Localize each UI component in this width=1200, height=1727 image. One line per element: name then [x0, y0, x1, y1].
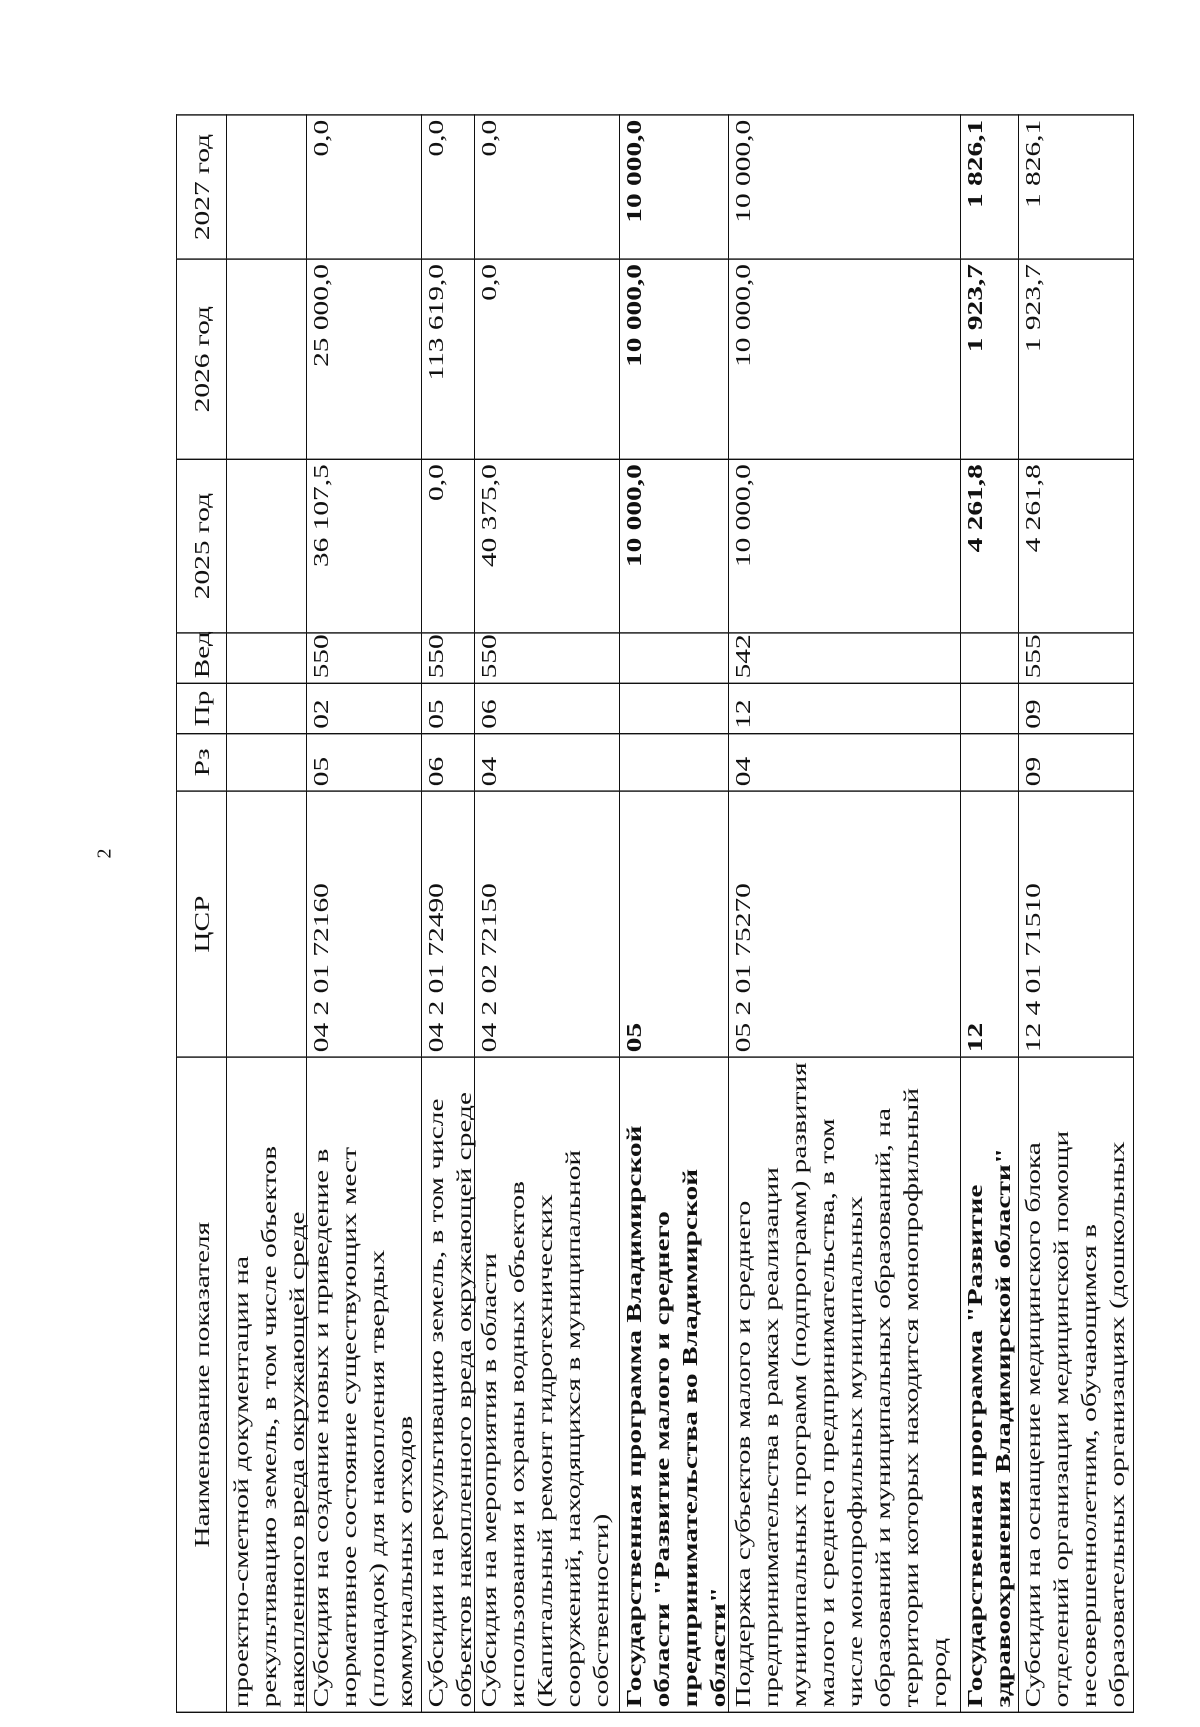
cell-rz [620, 734, 729, 791]
cell-y2025 [1019, 459, 1134, 633]
cell-csr [729, 791, 961, 1057]
cell-y2027 [1019, 115, 1134, 259]
cell-csr [620, 791, 729, 1057]
cell-text: 36 107,5 [309, 464, 333, 568]
cell-text: 550 [424, 634, 448, 679]
cell-text: 10 000,0 [731, 119, 755, 223]
cell-text: Субсидии на рекультивацию земель, в том числе объектов накопленного вреда окружающей среде [424, 1091, 476, 1708]
table-row [961, 115, 1019, 1712]
cell-pr [1019, 683, 1134, 733]
cell-ved [475, 633, 620, 683]
cell-pr [422, 683, 475, 733]
cell-ved [1019, 633, 1134, 683]
cell-y2026 [961, 259, 1019, 459]
header-rz: Рз [177, 734, 227, 791]
cell-rz [961, 734, 1019, 791]
cell-text: 05 [424, 699, 448, 729]
cell-text: 09 [1021, 699, 1045, 729]
cell-y2027 [422, 115, 475, 259]
cell-name [729, 1057, 961, 1712]
header-pr: Пр [177, 683, 227, 733]
cell-csr [422, 791, 475, 1057]
header-csr: ЦСР [177, 791, 227, 1057]
cell-text: 10 000,0 [731, 464, 755, 568]
cell-y2026 [1019, 259, 1134, 459]
cell-csr [307, 791, 422, 1057]
cell-y2026 [422, 259, 475, 459]
cell-y2027 [620, 115, 729, 259]
cell-text: 550 [309, 634, 333, 679]
cell-csr [475, 791, 620, 1057]
cell-ved [422, 633, 475, 683]
cell-text: Поддержка субъектов малого и среднего предпринимательства в рамках реализации муниципальных программ (подпрограмм) развития малого и среднего предпринимательства, в том числе монопрофильных муниципальных образований и муниципальных образований, на территории которых находится монопрофильный город [731, 1062, 951, 1708]
cell-text: 10 000,0 [622, 464, 646, 568]
cell-ved [620, 633, 729, 683]
cell-text: 0,0 [477, 119, 501, 157]
cell-text: 06 [424, 756, 448, 787]
cell-text: 1 923,7 [963, 264, 987, 353]
cell-text: 0,0 [424, 464, 448, 501]
cell-y2027 [227, 115, 307, 259]
cell-name [307, 1057, 422, 1712]
cell-text: 05 2 01 75270 [731, 883, 755, 1053]
cell-text: Государственная программа "Развитие здравоохранения Владимирской области" [963, 1147, 1015, 1708]
cell-text: 550 [477, 634, 501, 679]
cell-pr [729, 683, 961, 733]
cell-text: 0,0 [477, 264, 501, 301]
cell-name [475, 1057, 620, 1712]
cell-ved [729, 633, 961, 683]
cell-name [620, 1057, 729, 1712]
cell-text: 04 [477, 756, 501, 787]
cell-y2027 [307, 115, 422, 259]
cell-csr [227, 791, 307, 1057]
cell-pr [307, 683, 422, 733]
cell-rz [729, 734, 961, 791]
cell-y2026 [307, 259, 422, 459]
table-row [307, 115, 422, 1712]
cell-text: 12 [731, 699, 755, 729]
table-row [227, 115, 307, 1712]
cell-y2025 [227, 459, 307, 633]
table-row [620, 115, 729, 1712]
cell-y2026 [729, 259, 961, 459]
budget-table [176, 114, 1134, 1713]
cell-text: Субсидия на мероприятия в области использования и охраны водных объектов (Капитальный ремонт гидротехнических сооружений, находящихся в муниципальной собственности) [477, 1149, 613, 1708]
cell-text: 04 [731, 756, 755, 787]
cell-text: 06 [477, 699, 501, 729]
cell-text: 12 [963, 1022, 987, 1053]
cell-ved [961, 633, 1019, 683]
cell-rz [422, 734, 475, 791]
cell-text: 1 826,1 [1021, 119, 1045, 209]
cell-y2025 [729, 459, 961, 633]
cell-text: 40 375,0 [477, 464, 501, 568]
cell-pr [961, 683, 1019, 733]
cell-y2025 [422, 459, 475, 633]
header-name: Наименование показателя [177, 1057, 227, 1712]
cell-text: 1 923,7 [1021, 264, 1045, 353]
cell-text: 25 000,0 [309, 264, 333, 367]
cell-text: 113 619,0 [424, 264, 448, 381]
cell-text: 05 [622, 1022, 646, 1053]
cell-ved [307, 633, 422, 683]
cell-text: 04 2 01 72490 [424, 883, 448, 1053]
cell-text: 4 261,8 [1021, 464, 1045, 553]
cell-y2027 [961, 115, 1019, 259]
cell-y2026 [620, 259, 729, 459]
header-2027: 2027 год [177, 115, 227, 259]
cell-csr [1019, 791, 1134, 1057]
header-row [177, 115, 227, 1712]
cell-y2025 [620, 459, 729, 633]
cell-text: 0,0 [424, 119, 448, 157]
cell-y2025 [475, 459, 620, 633]
budget-table-rotated [176, 116, 1133, 1713]
cell-rz [227, 734, 307, 791]
cell-y2026 [227, 259, 307, 459]
cell-rz [475, 734, 620, 791]
cell-ved [227, 633, 307, 683]
cell-name [961, 1057, 1019, 1712]
cell-text: 0,0 [309, 119, 333, 157]
cell-text: 555 [1021, 634, 1045, 679]
cell-y2027 [729, 115, 961, 259]
table-row [422, 115, 475, 1712]
table-row [475, 115, 620, 1712]
cell-text: 04 2 02 72150 [477, 883, 501, 1053]
cell-pr [475, 683, 620, 733]
table-row [729, 115, 961, 1712]
cell-text: 542 [731, 634, 755, 679]
cell-text: 10 000,0 [731, 264, 755, 367]
cell-text: проектно-сметной документации на рекультивацию земель, в том числе объектов накопленного вреда окружающей среде [229, 1145, 309, 1708]
cell-y2025 [307, 459, 422, 633]
table-row [1019, 115, 1134, 1712]
cell-text: 1 826,1 [963, 119, 987, 209]
cell-text: 02 [309, 699, 333, 729]
cell-name [227, 1057, 307, 1712]
cell-pr [620, 683, 729, 733]
cell-text: Государственная программа Владимирской области "Развитие малого и среднего предпринимательства во Владимирской области" [622, 1125, 730, 1708]
cell-text: Субсидии на оснащение медицинского блока отделений организации медицинской помощи несовершеннолетним, обучающимся в образовательных организациях (дошкольных [1021, 1130, 1129, 1708]
cell-text: 4 261,8 [963, 464, 987, 553]
cell-y2026 [475, 259, 620, 459]
page-number: 2 [93, 848, 116, 859]
cell-text: 10 000,0 [622, 264, 646, 367]
header-2025: 2025 год [177, 459, 227, 633]
cell-name [1019, 1057, 1134, 1712]
cell-text: Субсидия на создание новых и приведение в нормативное состояние существующих мест (площадок) для накопления твердых коммунальных отходов [309, 1146, 417, 1708]
header-ved: Вед [177, 633, 227, 683]
cell-rz [307, 734, 422, 791]
cell-text: 04 2 01 72160 [309, 883, 333, 1053]
cell-text: 10 000,0 [622, 119, 646, 223]
cell-rz [1019, 734, 1134, 791]
cell-text: 05 [309, 756, 333, 787]
cell-csr [961, 791, 1019, 1057]
cell-y2027 [475, 115, 620, 259]
cell-name [422, 1057, 475, 1712]
header-2026: 2026 год [177, 259, 227, 459]
cell-y2025 [961, 459, 1019, 633]
cell-text: 12 4 01 71510 [1021, 883, 1045, 1053]
cell-text: 09 [1021, 756, 1045, 787]
cell-pr [227, 683, 307, 733]
